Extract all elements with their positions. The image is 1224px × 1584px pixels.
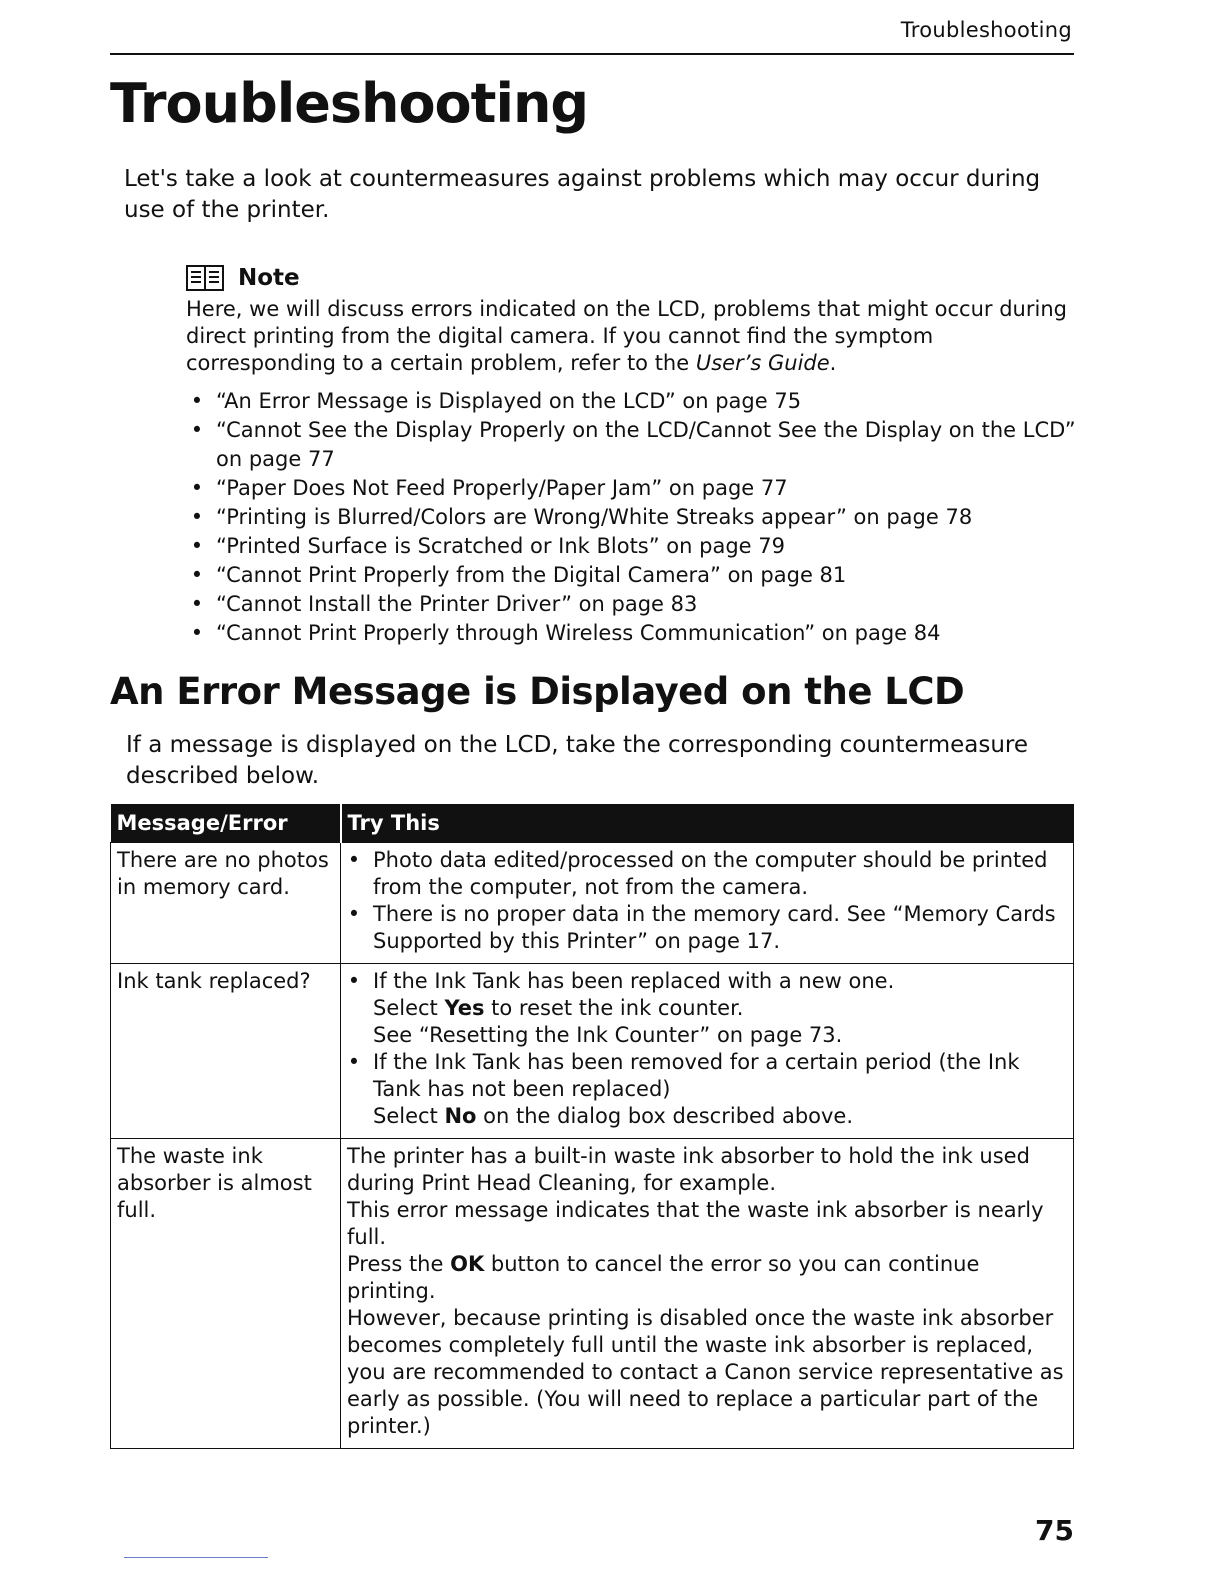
list-item: [347, 1049, 1067, 1130]
paragraph-text: However, because printing is disabled once the waste ink absorber becomes completely full until the waste ink absorber is replaced, you are recommended to contact a Canon service representative as early as possible. (You will need to replace a particular part of the printer.): [347, 1306, 1064, 1438]
table-header-row: [111, 804, 1074, 843]
item-text-part: Select: [373, 996, 445, 1020]
reference-item[interactable]: [186, 416, 1076, 474]
bullet-icon: •: [190, 505, 204, 529]
reference-text: “Printed Surface is Scratched or Ink Blots” on page 79: [216, 534, 785, 558]
bullet-icon: •: [190, 389, 204, 413]
note-body-end: .: [829, 351, 837, 375]
list-item: [347, 901, 1067, 955]
item-text: Photo data edited/processed on the computer should be printed from the computer, not from the camera.: [373, 848, 1048, 899]
paragraph-text: This error message indicates that the waste ink absorber is nearly full.: [347, 1198, 1044, 1249]
try-this-list: [347, 968, 1067, 1130]
note-body-text: Here, we will discuss errors indicated on the LCD, problems that might occur during direct printing from the digital camera. If you cannot find the symptom corresponding to a certain problem, refer to the: [186, 297, 1067, 375]
intro-paragraph: Let's take a look at countermeasures against problems which may occur during use of the printer.: [124, 166, 1041, 223]
item-text-part: to reset the ink counter.: [484, 996, 744, 1020]
item-text-part: on the dialog box described above.: [476, 1104, 854, 1128]
users-guide-title: User’s Guide: [695, 351, 830, 375]
reference-text: “Cannot See the Display Properly on the LCD/Cannot See the Display on the LCD” on page 77: [216, 418, 1076, 471]
item-text: [373, 995, 1067, 1022]
paragraph-text: [347, 1251, 1067, 1305]
message-cell: Ink tank replaced?: [111, 964, 341, 1139]
reference-text: “Cannot Install the Printer Driver” on page 83: [216, 592, 698, 616]
item-text: If the Ink Tank has been removed for a certain period (the Ink Tank has not been replaced): [373, 1050, 1020, 1101]
reference-text: “Cannot Print Properly through Wireless Communication” on page 84: [216, 621, 941, 645]
note-header: [186, 262, 1076, 294]
footer-rule: [124, 1557, 268, 1558]
bullet-icon: •: [347, 969, 361, 993]
note-body: [186, 296, 1076, 377]
table-row: [111, 843, 1074, 964]
bullet-icon: •: [190, 592, 204, 616]
bullet-icon: •: [190, 621, 204, 645]
message-cell: There are no photos in memory card.: [111, 843, 341, 964]
paragraph-text: The printer has a built-in waste ink absorber to hold the ink used during Print Head Cleaning, for example.: [347, 1144, 1030, 1195]
bullet-icon: •: [190, 563, 204, 587]
reference-text: “An Error Message is Displayed on the LCD” on page 75: [216, 389, 802, 413]
try-this-cell: [341, 843, 1074, 964]
header-rule: [110, 53, 1074, 55]
try-this-cell: [341, 1139, 1074, 1449]
list-item: [347, 847, 1067, 901]
item-text: [373, 1103, 1067, 1130]
bullet-icon: •: [347, 902, 361, 926]
reference-item[interactable]: [186, 561, 1076, 590]
try-this-cell: [341, 964, 1074, 1139]
table-row: [111, 1139, 1074, 1449]
item-text: There is no proper data in the memory card. See “Memory Cards Supported by this Printer” on page 17.: [373, 902, 1056, 953]
column-header-try-this: Try This: [341, 804, 1074, 843]
paragraph-text-part: button to cancel the error so you can continue printing.: [347, 1252, 980, 1303]
yes-option-label: Yes: [444, 996, 485, 1020]
reference-text: “Paper Does Not Feed Properly/Paper Jam” on page 77: [216, 476, 788, 500]
item-text: If the Ink Tank has been replaced with a new one.: [373, 969, 895, 993]
item-text: See “Resetting the Ink Counter” on page 73.: [373, 1023, 843, 1047]
bullet-icon: •: [347, 848, 361, 872]
column-header-message: Message/Error: [111, 804, 341, 843]
error-table: [110, 804, 1074, 1449]
reference-item[interactable]: [186, 590, 1076, 619]
note-title: Note: [238, 264, 300, 291]
list-item: [347, 968, 1067, 1049]
item-text-part: Select: [373, 1104, 445, 1128]
ok-button-label: OK: [450, 1252, 485, 1276]
message-cell: The waste ink absorber is almost full.: [111, 1139, 341, 1449]
table-row: [111, 964, 1074, 1139]
bullet-icon: •: [190, 418, 204, 442]
reference-item[interactable]: [186, 474, 1076, 503]
page-title: Troubleshooting: [110, 72, 589, 135]
no-option-label: No: [444, 1104, 477, 1128]
reference-list: [186, 387, 1076, 648]
page-number: 75: [1035, 1514, 1074, 1547]
bullet-icon: •: [190, 476, 204, 500]
reference-text: “Cannot Print Properly from the Digital Camera” on page 81: [216, 563, 847, 587]
section-title: An Error Message is Displayed on the LCD: [110, 670, 965, 713]
note-book-icon: [186, 265, 224, 291]
running-header: Troubleshooting: [900, 18, 1072, 42]
try-this-list: [347, 847, 1067, 955]
reference-item[interactable]: [186, 503, 1076, 532]
reference-item[interactable]: [186, 619, 1076, 648]
reference-item[interactable]: [186, 387, 1076, 416]
paragraph-text-part: Press the: [347, 1252, 451, 1276]
bullet-icon: •: [190, 534, 204, 558]
reference-item[interactable]: [186, 532, 1076, 561]
note-box: [186, 262, 1076, 648]
section-intro: If a message is displayed on the LCD, take the corresponding countermeasure described below.: [126, 732, 1029, 789]
reference-text: “Printing is Blurred/Colors are Wrong/White Streaks appear” on page 78: [216, 505, 973, 529]
bullet-icon: •: [347, 1050, 361, 1074]
